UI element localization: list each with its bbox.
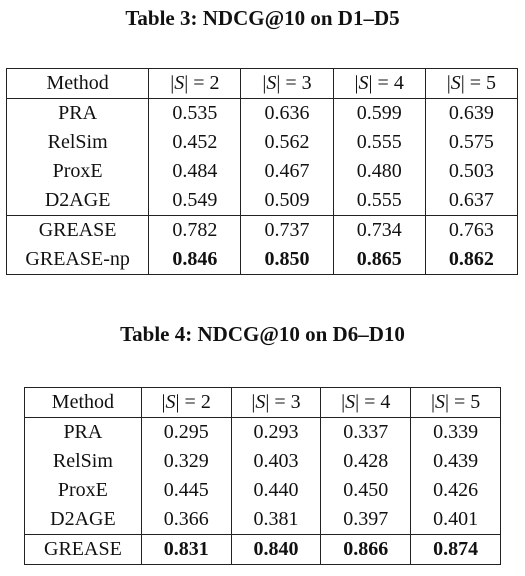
value-cell: 0.339 xyxy=(411,418,501,448)
header-s4: |S| = 4 xyxy=(321,388,411,418)
best-value-cell: 0.874 xyxy=(411,535,501,565)
table-row xyxy=(25,505,501,535)
header-s3: |S| = 3 xyxy=(241,69,333,99)
header-s3: |S| = 3 xyxy=(231,388,321,418)
value-cell: 0.452 xyxy=(149,128,241,157)
table-row xyxy=(7,128,518,157)
value-cell: 0.555 xyxy=(333,186,425,216)
value-cell: 0.484 xyxy=(149,157,241,186)
value-cell: 0.555 xyxy=(333,128,425,157)
method-cell: GREASE-np xyxy=(25,248,130,270)
value-cell: 0.337 xyxy=(321,418,411,448)
method-cell: D2AGE xyxy=(44,189,111,211)
value-cell: 0.575 xyxy=(425,128,517,157)
value-cell: 0.737 xyxy=(241,216,333,246)
value-cell: 0.397 xyxy=(321,505,411,535)
value-cell: 0.293 xyxy=(231,418,321,448)
value-cell: 0.329 xyxy=(141,447,231,476)
value-cell: 0.636 xyxy=(241,99,333,129)
table-header-row xyxy=(7,69,518,99)
header-s5: |S| = 5 xyxy=(411,388,501,418)
table-row xyxy=(25,418,501,448)
best-value-cell: 0.862 xyxy=(425,245,517,275)
value-cell: 0.535 xyxy=(149,99,241,129)
value-cell: 0.440 xyxy=(231,476,321,505)
value-cell: 0.599 xyxy=(333,99,425,129)
method-cell: ProxE xyxy=(52,160,103,182)
table-row xyxy=(25,476,501,505)
value-cell: 0.295 xyxy=(141,418,231,448)
method-cell: PRA xyxy=(58,102,98,124)
table-row xyxy=(25,535,501,565)
value-cell: 0.439 xyxy=(411,447,501,476)
value-cell: 0.637 xyxy=(425,186,517,216)
table-row xyxy=(25,447,501,476)
best-value-cell: 0.850 xyxy=(241,245,333,275)
value-cell: 0.782 xyxy=(149,216,241,246)
value-cell: 0.426 xyxy=(411,476,501,505)
method-cell: GREASE xyxy=(25,535,142,565)
value-cell: 0.445 xyxy=(141,476,231,505)
value-cell: 0.467 xyxy=(241,157,333,186)
value-cell: 0.562 xyxy=(241,128,333,157)
best-value-cell: 0.846 xyxy=(149,245,241,275)
table-row xyxy=(7,157,518,186)
best-value-cell: 0.831 xyxy=(141,535,231,565)
method-cell: RelSim xyxy=(52,450,113,472)
table-4-caption: Table 4: NDCG@10 on D6–D10 xyxy=(120,322,405,346)
value-cell: 0.763 xyxy=(425,216,517,246)
value-cell: 0.734 xyxy=(333,216,425,246)
value-cell: 0.401 xyxy=(411,505,501,535)
best-value-cell: 0.865 xyxy=(333,245,425,275)
header-s2: |S| = 2 xyxy=(149,69,241,99)
method-cell: GREASE xyxy=(7,216,149,246)
table-3 xyxy=(6,68,518,275)
value-cell: 0.450 xyxy=(321,476,411,505)
table-4 xyxy=(24,387,501,565)
best-value-cell: 0.866 xyxy=(321,535,411,565)
value-cell: 0.428 xyxy=(321,447,411,476)
table-row xyxy=(7,245,518,275)
method-cell: PRA xyxy=(63,421,103,443)
header-s4: |S| = 4 xyxy=(333,69,425,99)
method-cell: D2AGE xyxy=(50,508,116,530)
header-s2: |S| = 2 xyxy=(141,388,231,418)
method-cell: RelSim xyxy=(47,131,108,153)
table-row xyxy=(7,216,518,246)
value-cell: 0.509 xyxy=(241,186,333,216)
header-s5: |S| = 5 xyxy=(425,69,517,99)
value-cell: 0.381 xyxy=(231,505,321,535)
header-method: Method xyxy=(7,69,149,99)
value-cell: 0.480 xyxy=(333,157,425,186)
method-cell: ProxE xyxy=(57,479,108,501)
value-cell: 0.503 xyxy=(425,157,517,186)
value-cell: 0.549 xyxy=(149,186,241,216)
value-cell: 0.639 xyxy=(425,99,517,129)
value-cell: 0.403 xyxy=(231,447,321,476)
table-3-caption: Table 3: NDCG@10 on D1–D5 xyxy=(125,6,400,30)
table-row xyxy=(7,186,518,216)
best-value-cell: 0.840 xyxy=(231,535,321,565)
table-row xyxy=(7,99,518,129)
value-cell: 0.366 xyxy=(141,505,231,535)
table-header-row xyxy=(25,388,501,418)
header-method: Method xyxy=(25,388,142,418)
